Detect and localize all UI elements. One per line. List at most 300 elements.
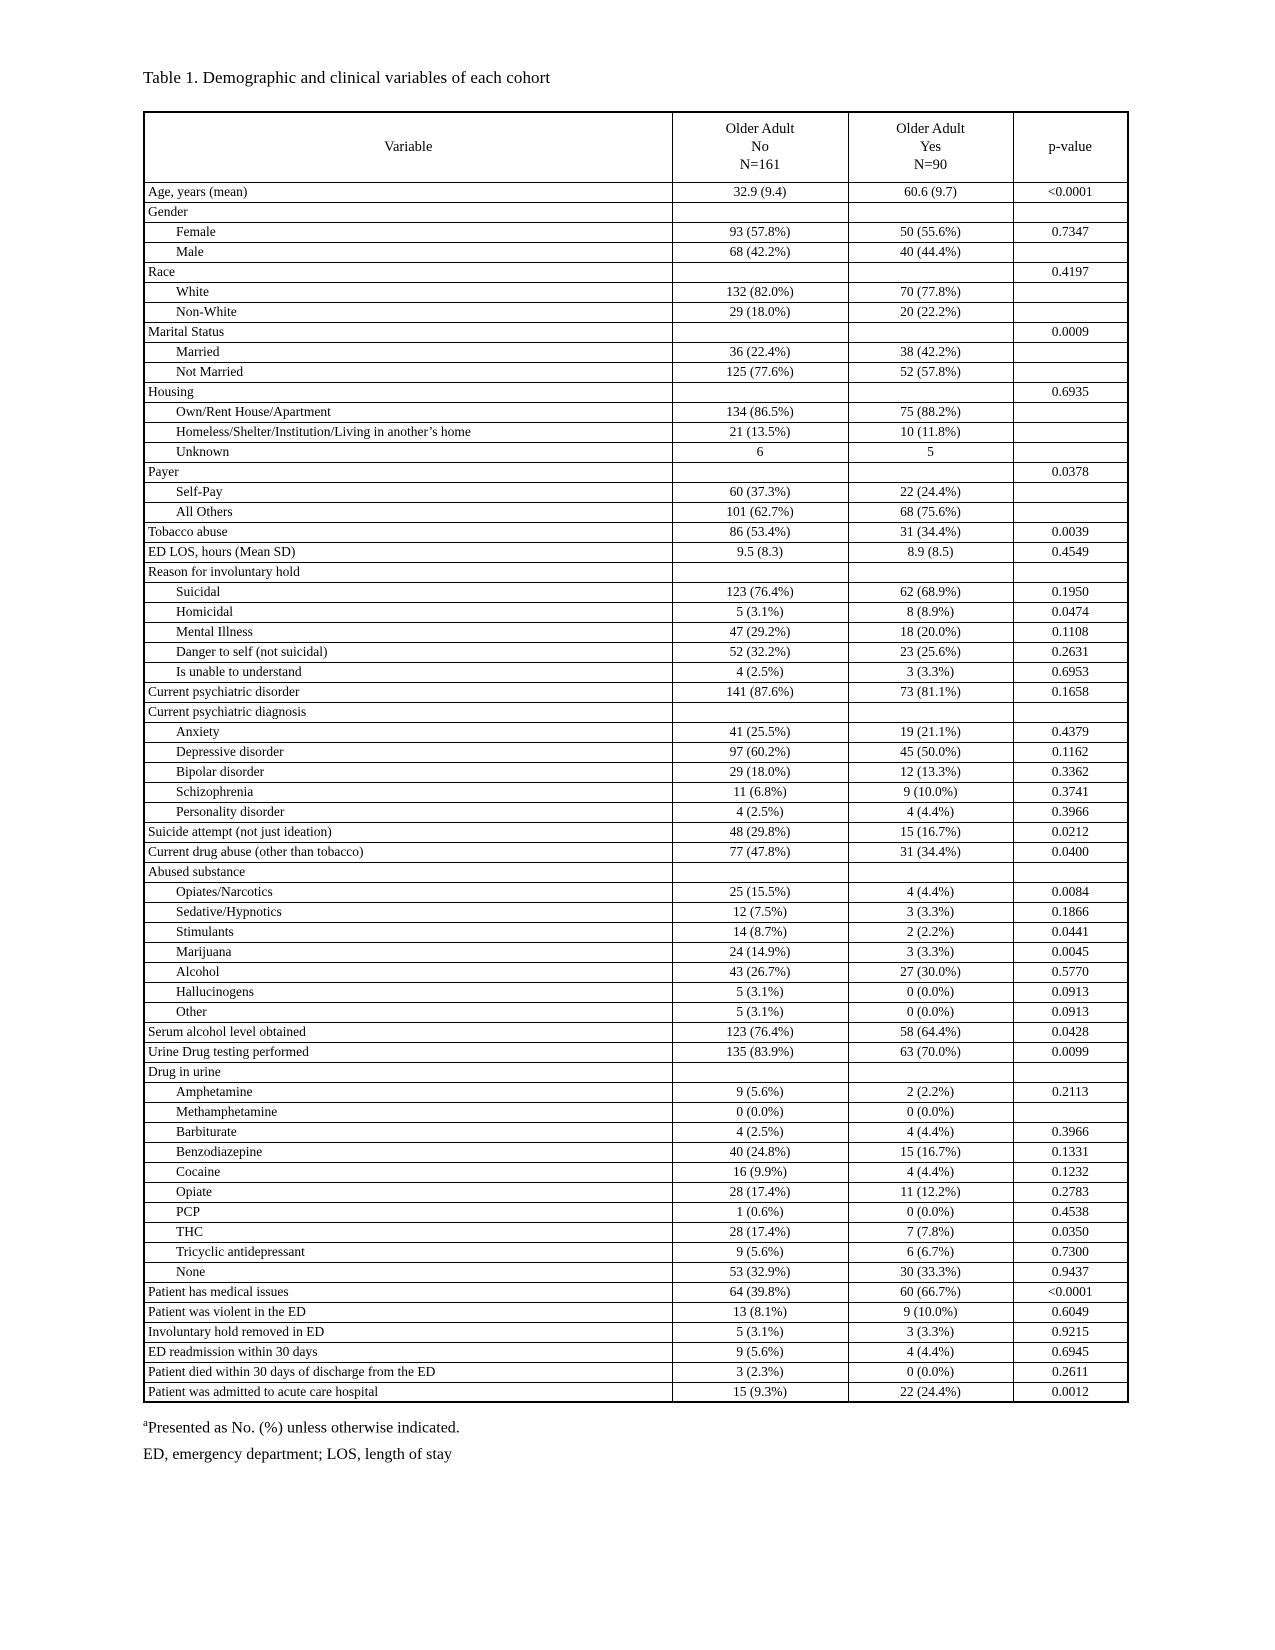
row-label: Not Married	[144, 362, 672, 382]
cell-p-value	[1013, 702, 1128, 722]
cell-older-adult-no: 29 (18.0%)	[672, 302, 848, 322]
col-header-older-adult-no-line2: No	[751, 139, 769, 156]
cell-older-adult-yes: 8.9 (8.5)	[848, 542, 1013, 562]
cell-older-adult-no: 125 (77.6%)	[672, 362, 848, 382]
cell-older-adult-yes: 3 (3.3%)	[848, 902, 1013, 922]
table-row	[144, 242, 1128, 262]
row-label: Benzodiazepine	[144, 1142, 672, 1162]
cell-p-value: 0.0913	[1013, 1002, 1128, 1022]
row-label: Drug in urine	[144, 1062, 672, 1082]
cell-older-adult-no: 5 (3.1%)	[672, 1322, 848, 1342]
row-label: Race	[144, 262, 672, 282]
cell-older-adult-yes: 3 (3.3%)	[848, 662, 1013, 682]
row-label: Female	[144, 222, 672, 242]
table-row	[144, 202, 1128, 222]
cell-p-value: 0.1658	[1013, 682, 1128, 702]
table-row	[144, 1002, 1128, 1022]
row-label: Serum alcohol level obtained	[144, 1022, 672, 1042]
cell-older-adult-yes: 50 (55.6%)	[848, 222, 1013, 242]
cell-p-value: 0.2611	[1013, 1362, 1128, 1382]
footnote-presented-text: Presented as No. (%) unless otherwise indicated.	[147, 1419, 460, 1437]
cell-older-adult-yes	[848, 562, 1013, 582]
row-label: Opiate	[144, 1182, 672, 1202]
cell-older-adult-yes	[848, 702, 1013, 722]
table-row	[144, 1042, 1128, 1062]
cell-p-value: 0.1108	[1013, 622, 1128, 642]
cell-p-value: 0.6049	[1013, 1302, 1128, 1322]
table-row	[144, 942, 1128, 962]
row-label: Stimulants	[144, 922, 672, 942]
cell-older-adult-yes: 0 (0.0%)	[848, 1202, 1013, 1222]
cell-older-adult-no: 11 (6.8%)	[672, 782, 848, 802]
footnote-presented	[143, 1410, 1127, 1441]
row-label: Marijuana	[144, 942, 672, 962]
row-label: White	[144, 282, 672, 302]
cell-older-adult-no: 9.5 (8.3)	[672, 542, 848, 562]
cell-p-value	[1013, 442, 1128, 462]
footnote-abbreviations: ED, emergency department; LOS, length of stay	[143, 1446, 452, 1464]
row-label: Reason for involuntary hold	[144, 562, 672, 582]
cell-older-adult-no: 123 (76.4%)	[672, 1022, 848, 1042]
cell-p-value: 0.2113	[1013, 1082, 1128, 1102]
cell-p-value: 0.3966	[1013, 1122, 1128, 1142]
cell-older-adult-yes: 15 (16.7%)	[848, 822, 1013, 842]
row-label: ED LOS, hours (Mean SD)	[144, 542, 672, 562]
cell-p-value: 0.3966	[1013, 802, 1128, 822]
table-row	[144, 782, 1128, 802]
cell-p-value: 0.0350	[1013, 1222, 1128, 1242]
cell-older-adult-yes: 6 (6.7%)	[848, 1242, 1013, 1262]
table-row	[144, 1222, 1128, 1242]
row-label: Age, years (mean)	[144, 182, 672, 202]
cell-older-adult-yes	[848, 462, 1013, 482]
table-row	[144, 282, 1128, 302]
table-row	[144, 1242, 1128, 1262]
cell-older-adult-yes: 20 (22.2%)	[848, 302, 1013, 322]
col-header-p-value: p-value	[1013, 112, 1128, 182]
table-row	[144, 662, 1128, 682]
cell-older-adult-yes: 70 (77.8%)	[848, 282, 1013, 302]
cell-p-value: 0.0913	[1013, 982, 1128, 1002]
row-label: Unknown	[144, 442, 672, 462]
cell-older-adult-yes: 22 (24.4%)	[848, 482, 1013, 502]
cell-older-adult-yes: 11 (12.2%)	[848, 1182, 1013, 1202]
cell-older-adult-no: 68 (42.2%)	[672, 242, 848, 262]
row-label: Hallucinogens	[144, 982, 672, 1002]
row-label: None	[144, 1262, 672, 1282]
table-row	[144, 622, 1128, 642]
col-header-older-adult-no-line1: Older Adult	[725, 121, 795, 138]
cell-older-adult-no: 60 (37.3%)	[672, 482, 848, 502]
cell-older-adult-yes	[848, 382, 1013, 402]
row-label: Methamphetamine	[144, 1102, 672, 1122]
table-row	[144, 402, 1128, 422]
row-label: Sedative/Hypnotics	[144, 902, 672, 922]
cell-p-value: <0.0001	[1013, 182, 1128, 202]
table-row	[144, 822, 1128, 842]
cell-older-adult-yes: 68 (75.6%)	[848, 502, 1013, 522]
cell-older-adult-no: 86 (53.4%)	[672, 522, 848, 542]
row-label: THC	[144, 1222, 672, 1242]
cell-older-adult-no	[672, 562, 848, 582]
cell-p-value	[1013, 402, 1128, 422]
col-header-older-adult-yes-line2: Yes	[919, 139, 942, 156]
table-row	[144, 702, 1128, 722]
cell-older-adult-yes: 12 (13.3%)	[848, 762, 1013, 782]
cell-older-adult-yes: 62 (68.9%)	[848, 582, 1013, 602]
cell-p-value: 0.0045	[1013, 942, 1128, 962]
cell-older-adult-yes: 4 (4.4%)	[848, 1162, 1013, 1182]
col-header-older-adult-yes	[848, 112, 1013, 182]
row-label: Danger to self (not suicidal)	[144, 642, 672, 662]
cell-p-value: 0.0474	[1013, 602, 1128, 622]
table-row	[144, 962, 1128, 982]
cell-older-adult-yes: 22 (24.4%)	[848, 1382, 1013, 1402]
cell-older-adult-no: 12 (7.5%)	[672, 902, 848, 922]
cell-older-adult-yes: 73 (81.1%)	[848, 682, 1013, 702]
cell-older-adult-no: 4 (2.5%)	[672, 662, 848, 682]
cell-older-adult-no: 77 (47.8%)	[672, 842, 848, 862]
table-row	[144, 1022, 1128, 1042]
cell-older-adult-no: 14 (8.7%)	[672, 922, 848, 942]
cell-older-adult-no: 5 (3.1%)	[672, 602, 848, 622]
table-row	[144, 522, 1128, 542]
table-row	[144, 322, 1128, 342]
cell-p-value	[1013, 562, 1128, 582]
cell-older-adult-no: 40 (24.8%)	[672, 1142, 848, 1162]
row-label: Personality disorder	[144, 802, 672, 822]
cell-p-value	[1013, 342, 1128, 362]
cell-p-value	[1013, 362, 1128, 382]
cell-older-adult-no: 16 (9.9%)	[672, 1162, 848, 1182]
row-label: Cocaine	[144, 1162, 672, 1182]
cell-p-value: 0.1950	[1013, 582, 1128, 602]
cell-older-adult-no	[672, 462, 848, 482]
cell-p-value: 0.0012	[1013, 1382, 1128, 1402]
row-label: Homeless/Shelter/Institution/Living in another’s home	[144, 422, 672, 442]
cell-older-adult-no: 4 (2.5%)	[672, 1122, 848, 1142]
row-label: Payer	[144, 462, 672, 482]
row-label: Depressive disorder	[144, 742, 672, 762]
cell-p-value: 0.0441	[1013, 922, 1128, 942]
cell-older-adult-no: 43 (26.7%)	[672, 962, 848, 982]
cell-p-value: 0.0400	[1013, 842, 1128, 862]
table-row	[144, 362, 1128, 382]
row-label: Own/Rent House/Apartment	[144, 402, 672, 422]
cell-older-adult-no	[672, 862, 848, 882]
cell-p-value: 0.0009	[1013, 322, 1128, 342]
cell-p-value: 0.3741	[1013, 782, 1128, 802]
cell-p-value: 0.2783	[1013, 1182, 1128, 1202]
table-row	[144, 342, 1128, 362]
cell-older-adult-no: 52 (32.2%)	[672, 642, 848, 662]
table-row	[144, 922, 1128, 942]
cell-p-value: 0.1331	[1013, 1142, 1128, 1162]
col-header-variable: Variable	[144, 112, 672, 182]
cell-older-adult-no: 28 (17.4%)	[672, 1222, 848, 1242]
row-label: Suicidal	[144, 582, 672, 602]
cell-older-adult-yes: 7 (7.8%)	[848, 1222, 1013, 1242]
row-label: Involuntary hold removed in ED	[144, 1322, 672, 1342]
cell-older-adult-yes: 40 (44.4%)	[848, 242, 1013, 262]
row-label: Patient was admitted to acute care hospital	[144, 1382, 672, 1402]
cell-older-adult-no: 135 (83.9%)	[672, 1042, 848, 1062]
cell-older-adult-no	[672, 262, 848, 282]
cell-older-adult-yes: 52 (57.8%)	[848, 362, 1013, 382]
row-label: Mental Illness	[144, 622, 672, 642]
cell-older-adult-no: 64 (39.8%)	[672, 1282, 848, 1302]
cell-older-adult-no: 9 (5.6%)	[672, 1242, 848, 1262]
cell-older-adult-no: 25 (15.5%)	[672, 882, 848, 902]
cell-older-adult-no: 134 (86.5%)	[672, 402, 848, 422]
cell-older-adult-no: 141 (87.6%)	[672, 682, 848, 702]
table-row	[144, 842, 1128, 862]
table-row	[144, 482, 1128, 502]
cell-older-adult-yes	[848, 202, 1013, 222]
cell-p-value	[1013, 242, 1128, 262]
table-row	[144, 1362, 1128, 1382]
cell-older-adult-yes: 4 (4.4%)	[848, 1342, 1013, 1362]
cell-older-adult-no: 36 (22.4%)	[672, 342, 848, 362]
row-label: Current psychiatric disorder	[144, 682, 672, 702]
cell-older-adult-yes	[848, 262, 1013, 282]
table-row	[144, 862, 1128, 882]
cell-older-adult-yes: 2 (2.2%)	[848, 922, 1013, 942]
cell-older-adult-no: 47 (29.2%)	[672, 622, 848, 642]
cell-older-adult-no: 3 (2.3%)	[672, 1362, 848, 1382]
table-row	[144, 1162, 1128, 1182]
cell-older-adult-yes	[848, 1062, 1013, 1082]
cell-older-adult-no: 93 (57.8%)	[672, 222, 848, 242]
cell-older-adult-yes: 31 (34.4%)	[848, 842, 1013, 862]
cell-older-adult-no	[672, 382, 848, 402]
table-row	[144, 182, 1128, 202]
table-row	[144, 422, 1128, 442]
row-label: Patient has medical issues	[144, 1282, 672, 1302]
cell-p-value: 0.1162	[1013, 742, 1128, 762]
header-row	[144, 112, 1128, 182]
row-label: Schizophrenia	[144, 782, 672, 802]
cell-p-value: 0.1866	[1013, 902, 1128, 922]
table-row	[144, 582, 1128, 602]
table-row	[144, 1282, 1128, 1302]
cell-older-adult-no: 32.9 (9.4)	[672, 182, 848, 202]
cell-older-adult-yes: 0 (0.0%)	[848, 982, 1013, 1002]
cell-p-value: 0.6953	[1013, 662, 1128, 682]
table-row	[144, 1122, 1128, 1142]
row-label: ED readmission within 30 days	[144, 1342, 672, 1362]
cell-older-adult-no: 9 (5.6%)	[672, 1082, 848, 1102]
cell-p-value	[1013, 862, 1128, 882]
cell-older-adult-no: 1 (0.6%)	[672, 1202, 848, 1222]
table-row	[144, 262, 1128, 282]
row-label: Opiates/Narcotics	[144, 882, 672, 902]
cell-older-adult-yes: 5	[848, 442, 1013, 462]
table-row	[144, 502, 1128, 522]
row-label: Amphetamine	[144, 1082, 672, 1102]
cell-older-adult-yes: 31 (34.4%)	[848, 522, 1013, 542]
cell-p-value: 0.0428	[1013, 1022, 1128, 1042]
table-row	[144, 742, 1128, 762]
cell-older-adult-yes: 23 (25.6%)	[848, 642, 1013, 662]
row-label: Bipolar disorder	[144, 762, 672, 782]
cell-older-adult-no: 6	[672, 442, 848, 462]
cell-older-adult-yes: 0 (0.0%)	[848, 1002, 1013, 1022]
cell-older-adult-yes: 3 (3.3%)	[848, 942, 1013, 962]
row-label: Current psychiatric diagnosis	[144, 702, 672, 722]
cell-older-adult-no: 53 (32.9%)	[672, 1262, 848, 1282]
row-label: Alcohol	[144, 962, 672, 982]
cell-p-value: 0.0084	[1013, 882, 1128, 902]
table-row	[144, 602, 1128, 622]
cell-older-adult-yes: 18 (20.0%)	[848, 622, 1013, 642]
cell-p-value: 0.9437	[1013, 1262, 1128, 1282]
cell-older-adult-yes: 9 (10.0%)	[848, 1302, 1013, 1322]
cell-older-adult-no: 5 (3.1%)	[672, 982, 848, 1002]
cell-older-adult-yes: 9 (10.0%)	[848, 782, 1013, 802]
cell-older-adult-no: 29 (18.0%)	[672, 762, 848, 782]
footnote-superscript: a	[143, 1417, 148, 1429]
cell-p-value: 0.3362	[1013, 762, 1128, 782]
cell-older-adult-no: 4 (2.5%)	[672, 802, 848, 822]
cell-older-adult-no	[672, 322, 848, 342]
cell-older-adult-yes: 15 (16.7%)	[848, 1142, 1013, 1162]
row-label: Barbiturate	[144, 1122, 672, 1142]
row-label: Other	[144, 1002, 672, 1022]
row-label: Tobacco abuse	[144, 522, 672, 542]
table-row	[144, 722, 1128, 742]
row-label: Anxiety	[144, 722, 672, 742]
cell-p-value: 0.2631	[1013, 642, 1128, 662]
table-row	[144, 1382, 1128, 1402]
cell-p-value: 0.0378	[1013, 462, 1128, 482]
row-label: Patient was violent in the ED	[144, 1302, 672, 1322]
table-row	[144, 642, 1128, 662]
cell-older-adult-no: 48 (29.8%)	[672, 822, 848, 842]
table-row	[144, 1182, 1128, 1202]
cell-older-adult-no: 123 (76.4%)	[672, 582, 848, 602]
cell-older-adult-yes: 8 (8.9%)	[848, 602, 1013, 622]
cell-p-value: 0.1232	[1013, 1162, 1128, 1182]
table-row	[144, 222, 1128, 242]
row-label: Gender	[144, 202, 672, 222]
table-row	[144, 762, 1128, 782]
cell-older-adult-yes: 58 (64.4%)	[848, 1022, 1013, 1042]
cell-p-value: <0.0001	[1013, 1282, 1128, 1302]
cell-p-value: 0.4549	[1013, 542, 1128, 562]
row-label: Current drug abuse (other than tobacco)	[144, 842, 672, 862]
cell-p-value: 0.6935	[1013, 382, 1128, 402]
cell-older-adult-yes: 60 (66.7%)	[848, 1282, 1013, 1302]
cell-p-value: 0.0099	[1013, 1042, 1128, 1062]
cell-older-adult-yes: 10 (11.8%)	[848, 422, 1013, 442]
table-row	[144, 882, 1128, 902]
cell-p-value: 0.0039	[1013, 522, 1128, 542]
table-row	[144, 1322, 1128, 1342]
cell-older-adult-yes: 0 (0.0%)	[848, 1362, 1013, 1382]
cell-p-value	[1013, 1102, 1128, 1122]
table-row	[144, 1262, 1128, 1282]
cell-older-adult-no: 101 (62.7%)	[672, 502, 848, 522]
cell-older-adult-yes: 60.6 (9.7)	[848, 182, 1013, 202]
cell-p-value	[1013, 282, 1128, 302]
table-row	[144, 682, 1128, 702]
cell-p-value	[1013, 502, 1128, 522]
cell-p-value: 0.4538	[1013, 1202, 1128, 1222]
cell-older-adult-yes: 63 (70.0%)	[848, 1042, 1013, 1062]
cell-p-value: 0.6945	[1013, 1342, 1128, 1362]
table-row	[144, 1302, 1128, 1322]
cell-older-adult-no: 15 (9.3%)	[672, 1382, 848, 1402]
cell-older-adult-yes: 45 (50.0%)	[848, 742, 1013, 762]
cell-p-value	[1013, 422, 1128, 442]
cell-p-value: 0.9215	[1013, 1322, 1128, 1342]
cell-older-adult-yes: 27 (30.0%)	[848, 962, 1013, 982]
cell-older-adult-no	[672, 202, 848, 222]
cell-older-adult-yes: 4 (4.4%)	[848, 882, 1013, 902]
table-header	[144, 112, 1128, 182]
table-row	[144, 302, 1128, 322]
cell-older-adult-no: 28 (17.4%)	[672, 1182, 848, 1202]
cell-p-value	[1013, 302, 1128, 322]
table-row	[144, 1062, 1128, 1082]
cell-older-adult-yes: 75 (88.2%)	[848, 402, 1013, 422]
table-row	[144, 1102, 1128, 1122]
row-label: Self-Pay	[144, 482, 672, 502]
row-label: PCP	[144, 1202, 672, 1222]
table-row	[144, 542, 1128, 562]
cell-p-value: 0.0212	[1013, 822, 1128, 842]
cell-p-value	[1013, 1062, 1128, 1082]
cell-older-adult-yes: 0 (0.0%)	[848, 1102, 1013, 1122]
cell-older-adult-no: 132 (82.0%)	[672, 282, 848, 302]
row-label: Patient died within 30 days of discharge from the ED	[144, 1362, 672, 1382]
table-row	[144, 1342, 1128, 1362]
row-label: Housing	[144, 382, 672, 402]
cell-older-adult-no: 24 (14.9%)	[672, 942, 848, 962]
cell-older-adult-no	[672, 1062, 848, 1082]
table-row	[144, 562, 1128, 582]
table-row	[144, 1202, 1128, 1222]
table-row	[144, 442, 1128, 462]
cell-p-value	[1013, 482, 1128, 502]
cell-older-adult-no: 21 (13.5%)	[672, 422, 848, 442]
row-label: Non-White	[144, 302, 672, 322]
row-label: Suicide attempt (not just ideation)	[144, 822, 672, 842]
footnotes	[143, 1410, 1127, 1468]
demographics-table	[143, 111, 1129, 1403]
cell-older-adult-yes	[848, 862, 1013, 882]
cell-older-adult-no: 97 (60.2%)	[672, 742, 848, 762]
table-row	[144, 462, 1128, 482]
cell-older-adult-yes: 4 (4.4%)	[848, 802, 1013, 822]
col-header-older-adult-no-line3: N=161	[739, 157, 781, 174]
cell-older-adult-yes: 30 (33.3%)	[848, 1262, 1013, 1282]
row-label: All Others	[144, 502, 672, 522]
cell-older-adult-yes: 3 (3.3%)	[848, 1322, 1013, 1342]
table-body	[144, 182, 1128, 1402]
table-title: Table 1. Demographic and clinical variables of each cohort	[143, 68, 551, 87]
col-header-older-adult-yes-line1: Older Adult	[896, 121, 965, 138]
row-label: Abused substance	[144, 862, 672, 882]
cell-older-adult-no: 0 (0.0%)	[672, 1102, 848, 1122]
row-label: Married	[144, 342, 672, 362]
cell-older-adult-yes: 19 (21.1%)	[848, 722, 1013, 742]
row-label: Male	[144, 242, 672, 262]
cell-older-adult-no: 13 (8.1%)	[672, 1302, 848, 1322]
row-label: Homicidal	[144, 602, 672, 622]
cell-older-adult-yes	[848, 322, 1013, 342]
